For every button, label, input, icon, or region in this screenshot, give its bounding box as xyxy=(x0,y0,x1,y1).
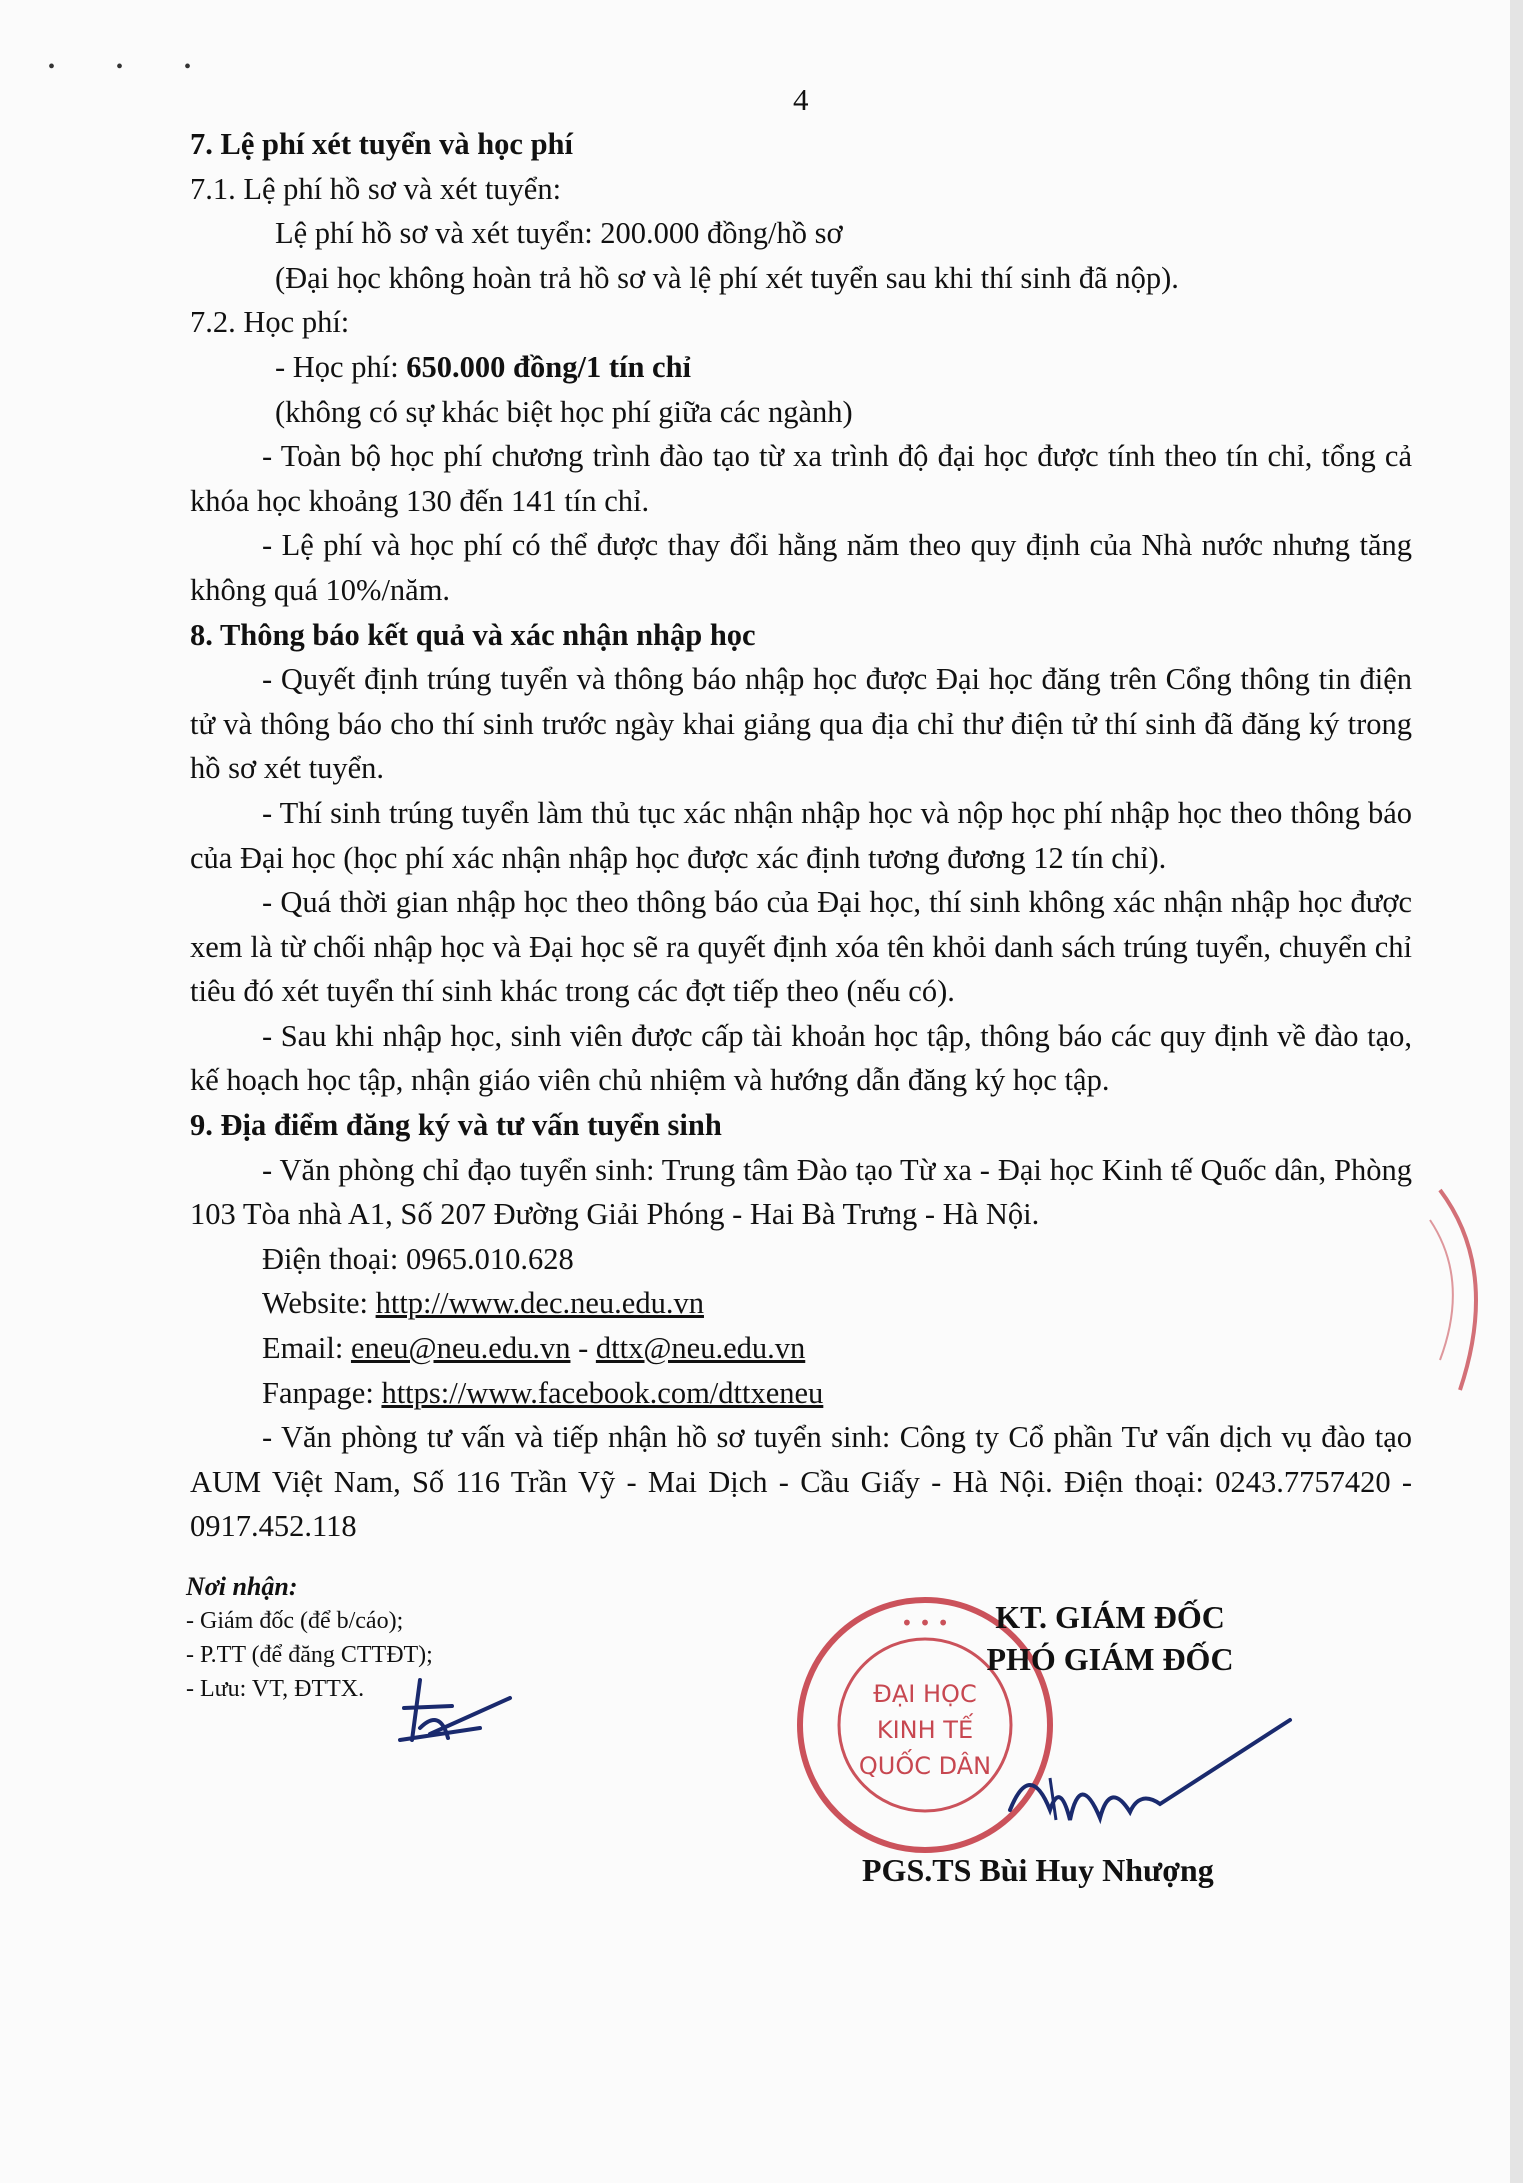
document-body xyxy=(190,122,1412,1549)
application-fee-line: Lệ phí hồ sơ và xét tuyển: 200.000 đồng/hồ sơ xyxy=(275,216,843,251)
recipients-title: Nơi nhận: xyxy=(186,1572,298,1601)
website-link[interactable]: http://www.dec.neu.edu.vn xyxy=(375,1286,704,1321)
section-8-item: - Quyết định trúng tuyển và thông báo nhập học được Đại học đăng trên Cổng thông tin điện tử và thông báo cho thí sinh trước ngày khai giảng qua địa chỉ thư điện tử thí sinh đã đăng ký trong hồ sơ xét tuyển. xyxy=(190,662,1412,786)
fanpage-line xyxy=(190,1371,1412,1416)
email-link-1[interactable]: eneu@neu.edu.vn xyxy=(350,1331,571,1366)
phone-line xyxy=(190,1237,1412,1282)
application-fee-note: (Đại học không hoàn trả hồ sơ và lệ phí xét tuyển sau khi thí sinh đã nộp). xyxy=(275,260,1179,295)
fee-change-paragraph: - Lệ phí và học phí có thể được thay đổi hằng năm theo quy định của Nhà nước nhưng tăng không quá 10%/năm. xyxy=(190,528,1412,607)
recipient-item: - P.TT (để đăng CTTĐT); xyxy=(186,1642,433,1668)
section-8-item: - Thí sinh trúng tuyển làm thủ tục xác nhận nhập học và nộp học phí nhập học theo thông báo của Đại học (học phí xác nhận nhập học được xác định tương đương 12 tín chỉ). xyxy=(190,795,1412,875)
fanpage-label: Fanpage: xyxy=(262,1375,382,1410)
recipient-item: - Giám đốc (để b/cáo); xyxy=(186,1608,404,1634)
tuition-total-paragraph: - Toàn bộ học phí chương trình đào tạo từ xa trình độ đại học được tính theo tín chỉ, tổng cả khóa học khoảng 130 đến 141 tín chỉ. xyxy=(190,439,1412,518)
website-label: Website: xyxy=(262,1286,376,1321)
section-7-1-heading: 7.1. Lệ phí hồ sơ và xét tuyển: xyxy=(190,171,562,206)
section-7-heading: 7. Lệ phí xét tuyển và học phí xyxy=(190,127,573,161)
email-label: Email: xyxy=(262,1331,351,1366)
tuition-fee-value: 650.000 đồng/1 tín chỉ xyxy=(406,349,692,384)
section-9-heading: 9. Địa điểm đăng ký và tư vấn tuyển sinh xyxy=(190,1108,722,1143)
svg-text:• • •: • • • xyxy=(900,1611,950,1635)
tuition-fee-line xyxy=(190,345,1412,390)
fanpage-link[interactable]: https://www.facebook.com/dttxeneu xyxy=(381,1375,824,1410)
signer-name: PGS.TS Bùi Huy Nhượng xyxy=(862,1852,1214,1888)
page-number: 4 xyxy=(793,82,809,117)
initials-signature-icon xyxy=(390,1668,520,1758)
section-7-2-heading: 7.2. Học phí: xyxy=(190,305,350,340)
edge-stamp-fragment xyxy=(1400,1180,1510,1400)
stamp-line-3: QUỐC DÂN xyxy=(858,1752,992,1780)
signature-title-line-2: PHÓ GIÁM ĐỐC xyxy=(986,1641,1234,1677)
section-8-item: - Sau khi nhập học, sinh viên được cấp tài khoản học tập, thông báo các quy định về đào tạo, kế hoạch học tập, nhận giáo viên chủ nhiệm và hướng dẫn đăng ký học tập. xyxy=(190,1018,1412,1098)
recipient-item: - Lưu: VT, ĐTTX. xyxy=(186,1676,365,1702)
tuition-fee-prefix: - Học phí: xyxy=(275,349,407,384)
signature-title-block xyxy=(880,1596,1340,1680)
tuition-fee-note: (không có sự khác biệt học phí giữa các ngành) xyxy=(275,394,853,429)
email-separator: - xyxy=(570,1331,596,1366)
scan-edge xyxy=(1510,0,1523,2183)
stamp-line-2: KINH TẾ xyxy=(876,1716,974,1744)
email-line xyxy=(190,1326,1412,1371)
handwritten-signature-icon xyxy=(990,1700,1300,1850)
section-8-heading: 8. Thông báo kết quả và xác nhận nhập học xyxy=(190,617,756,652)
stamp-line-1: ĐẠI HỌC xyxy=(873,1680,977,1708)
scan-artifact-dots: • • • xyxy=(48,56,220,78)
email-link-2[interactable]: dttx@neu.edu.vn xyxy=(595,1331,806,1366)
admissions-office-paragraph: - Văn phòng chỉ đạo tuyển sinh: Trung tâm Đào tạo Từ xa - Đại học Kinh tế Quốc dân, Phòng 103 Tòa nhà A1, Số 207 Đường Giải Phóng - Hai Bà Trưng - Hà Nội. xyxy=(190,1152,1412,1232)
section-8-item: - Quá thời gian nhập học theo thông báo của Đại học, thí sinh không xác nhận nhập học được xem là từ chối nhập học và Đại học sẽ ra quyết định xóa tên khỏi danh sách trúng tuyển, chuyển chỉ tiêu đó xét tuyển thí sinh khác trong các đợt tiếp theo (nếu có). xyxy=(190,885,1412,1009)
website-line xyxy=(190,1281,1412,1326)
consulting-office-paragraph: - Văn phòng tư vấn và tiếp nhận hồ sơ tuyển sinh: Công ty Cổ phần Tư vấn dịch vụ đào tạo AUM Việt Nam, Số 116 Trần Vỹ - Mai Dịch - Cầu Giấy - Hà Nội. Điện thoại: 0243.7757420 - 0917.452.118 xyxy=(190,1420,1412,1544)
signature-title-line-1: KT. GIÁM ĐỐC xyxy=(995,1599,1225,1635)
phone-value: 0965.010.628 xyxy=(406,1241,574,1276)
phone-label: Điện thoại: xyxy=(262,1241,406,1276)
